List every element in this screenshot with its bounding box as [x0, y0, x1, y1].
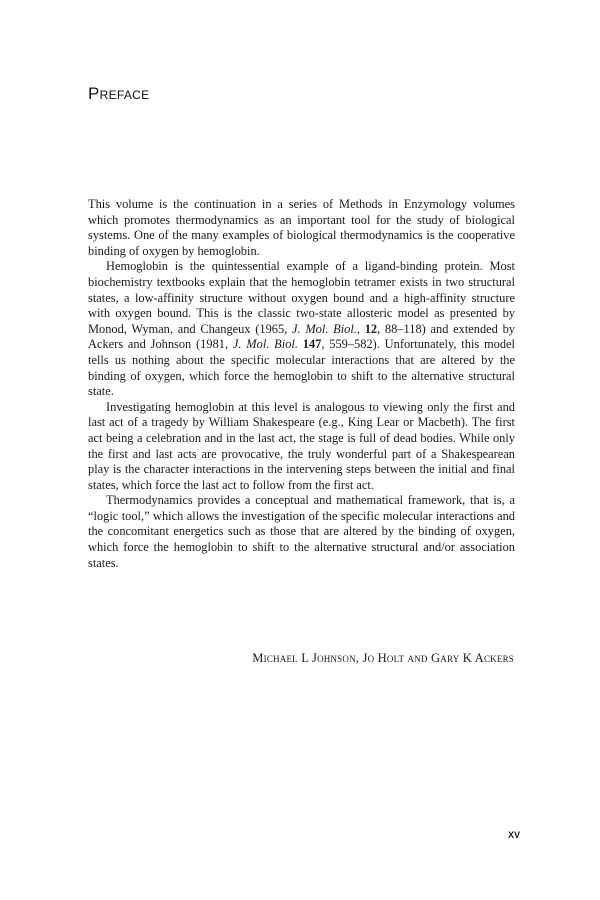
volume-number: 12 — [364, 321, 378, 336]
text-run: This volume is the continuation in a series of Methods in Enzymology volumes which promotes thermodynamics as an important tool for the study of biological systems. One of the many examples of biological thermodynamics is the cooperative binding of oxygen by hemoglobin. — [88, 197, 515, 258]
paragraph-4 — [88, 493, 515, 571]
text-run: , 559–582). Unfortunately, this model tells us nothing about the specific molecular interactions that are altered by the binding of oxygen, which force the hemoglobin to shift to the alternative structural state. — [88, 337, 515, 399]
text-run: , — [356, 321, 365, 336]
volume-number: 147 — [302, 337, 322, 352]
text-run: Hemoglobin is the quintessential example of a ligand-binding protein. Most biochemistry textbooks explain that the hemoglobin tetramer exists in two structural states, a low-affinity structure without oxygen bound and a high-affinity structure with oxygen bound. This is the classic two-state allosteric model as presented by Monod, Wyman, and Changeux (1965, — [88, 259, 515, 336]
preface-body — [88, 197, 515, 571]
journal-title: J. Mol. Biol. — [232, 337, 298, 352]
text-run: Investigating hemoglobin at this level is analogous to viewing only the first and last act of a tragedy by William Shakespeare (e.g., King Lear or Macbeth). The first act being a celebration and in the last act, the stage is full of dead bodies. While only the first and last acts are provocative, the truly wonderful part of a Shakespearean play is the character interactions in the intervening steps between the initial and final states, which force the last act to follow from the first act. — [88, 399, 515, 492]
journal-title: J. Mol. Biol. — [292, 321, 357, 336]
text-run: , 88–118) and extended by Ackers and Johnson (1981, — [88, 321, 515, 352]
paragraph-1 — [88, 197, 515, 259]
author-signature: Michael L Johnson, Jo Holt and Gary K Ackers — [252, 651, 514, 665]
paragraph-3 — [88, 400, 515, 494]
text-run: Thermodynamics provides a conceptual and mathematical framework, that is, a “logic tool,” which allows the investigation of the specific molecular interactions and the concomitant energetics such as those that are altered by the binding of oxygen, which force the hemoglobin to shift to the alternative structural and/or association states. — [88, 493, 515, 570]
paragraph-2 — [88, 259, 515, 399]
page-title: Preface — [88, 84, 150, 103]
page-number: xv — [508, 826, 521, 841]
